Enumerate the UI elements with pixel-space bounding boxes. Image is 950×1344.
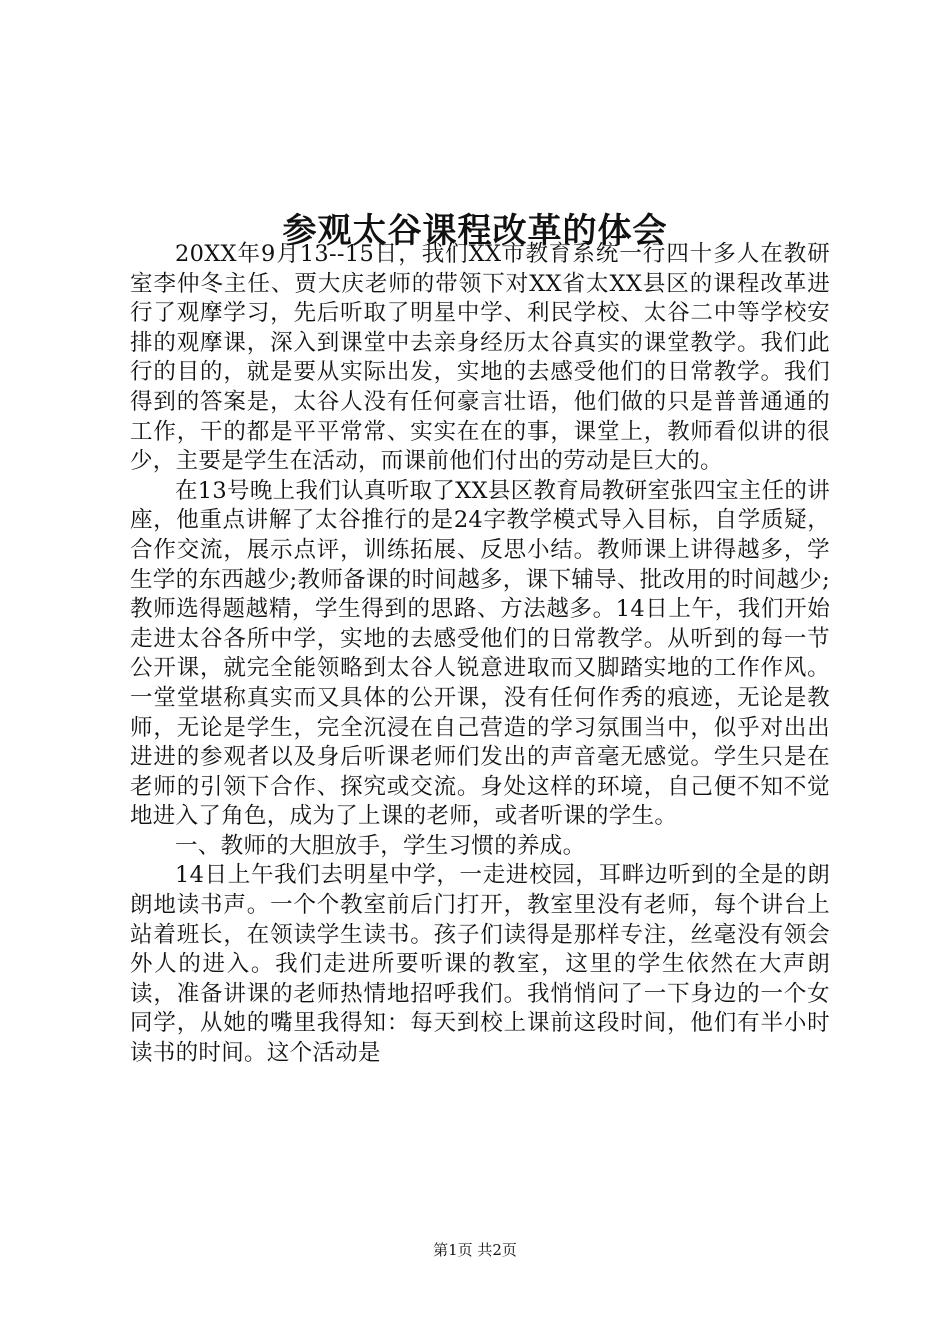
paragraph-1: 20XX年9月13--15日，我们XX市教育系统一行四十多人在教研室李仲冬主任、贾大庆老师的带领下对XX省太XX县区的课程改革进行了观摩学习，先后听取了明星中学、利民学校、太谷二中等学校安排的观摩课，深入到课堂中去亲身经历太谷真实的课堂教学。我们此行的目的，就是要从实际出发，实地的去感受他们的日常教学。我们得到的答案是，太谷人没有任何豪言壮语，他们做的只是普普通通的工作，干的都是平平常常、实实在在的事，课堂上，教师看似讲的很少，主要是学生在活动，而课前他们付出的劳动是巨大的。: [130, 241, 830, 475]
paragraph-3: 14日上午我们去明星中学，一走进校园，耳畔边听到的全是的朗朗地读书声。一个个教室前后门打开，教室里没有老师，每个讲台上站着班长，在领读学生读书。孩子们读得是那样专注，丝毫没有领会外人的进入。我们走进所要听课的教室，这里的学生依然在大声朗读，准备讲课的老师热情地招呼我们。我悄悄问了一下身边的一个女同学，从她的嘴里我得知：每天到校上课前这段时间，他们有半小时读书的时间。这个活动是: [130, 862, 830, 1067]
page-number: 第1页 共2页: [433, 1241, 517, 1259]
paragraph-2: 在13号晚上我们认真听取了XX县区教育局教研室张四宝主任的讲座，他重点讲解了太谷推行的是24字教学模式导入目标，自学质疑，合作交流，展示点评，训练拓展、反思小结。教师课上讲得越多，学生学的东西越少;教师备课的时间越多，课下辅导、批改用的时间越少;教师选得题越精，学生得到的思路、方法越多。14日上午，我们开始走进太谷各所中学，实地的去感受他们的日常教学。从听到的每一节公开课，就完全能领略到太谷人锐意进取而又脚踏实地的工作作风。一堂堂堪称真实而又具体的公开课，没有任何作秀的痕迹，无论是教师，无论是学生，完全沉浸在自己营造的学习氛围当中，似乎对出出进进的参观者以及身后听课老师们发出的声音毫无感觉。学生只是在老师的引领下合作、探究或交流。身处这样的环境，自己便不知不觉地进入了角色，成为了上课的老师，或者听课的学生。: [130, 477, 830, 830]
document-body: [130, 240, 830, 1069]
section-heading: 一、教师的大胆放手，学生习惯的养成。: [175, 832, 586, 859]
document-title: 参观太谷课程改革的体会: [282, 210, 668, 251]
